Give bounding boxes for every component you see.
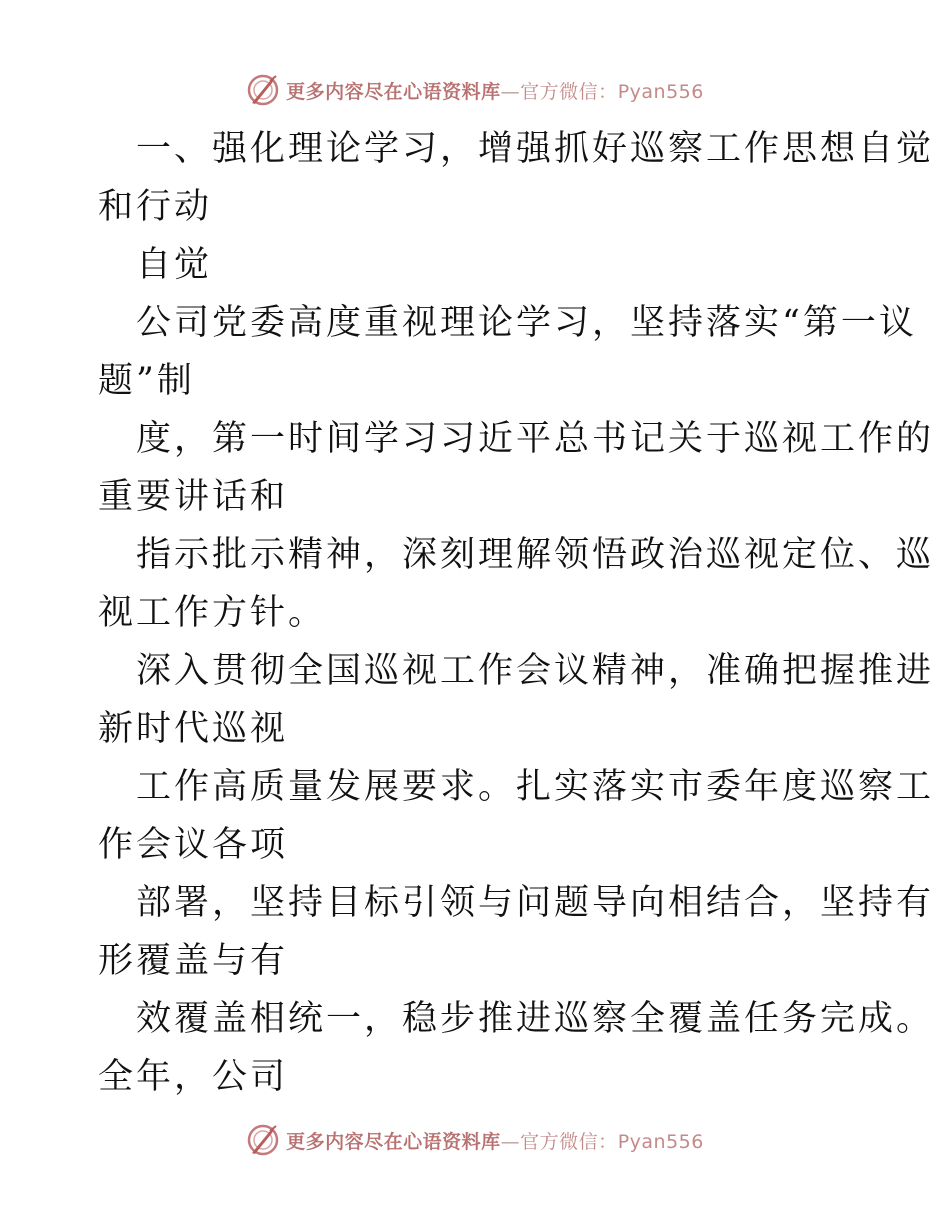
body-text-line: 作会议各项	[98, 825, 289, 865]
banner-wechat-id: Pyan556	[617, 80, 704, 103]
body-text-line: 形覆盖与有	[98, 941, 289, 981]
body-text-line: 自觉	[136, 245, 213, 285]
header-banner	[0, 70, 950, 110]
banner-text	[286, 77, 704, 104]
banner-content	[246, 1123, 704, 1157]
body-text-line: 工作高质量发展要求。扎实落实市委年度巡察工	[136, 767, 935, 807]
banner-wechat-label: 官方微信：	[520, 1130, 618, 1153]
quill-logo-icon	[246, 1123, 280, 1157]
body-text-line: 指示批示精神，深刻理解领悟政治巡视定位、巡	[136, 535, 935, 575]
banner-content	[246, 73, 704, 107]
body-text-line: 视工作方针。	[98, 593, 327, 633]
banner-wechat-label: 官方微信：	[520, 80, 618, 103]
body-text-line: 效覆盖相统一，稳步推进巡察全覆盖任务完成。	[136, 999, 935, 1039]
body-text-line: 部署，坚持目标引领与问题导向相结合，坚持有	[136, 883, 935, 923]
banner-main-text: 更多内容尽在心语资料库	[286, 80, 501, 103]
body-text-line: 深入贯彻全国巡视工作会议精神，准确把握推进	[136, 651, 935, 691]
body-text-line: 重要讲话和	[98, 477, 289, 517]
body-text-line: 一、强化理论学习，增强抓好巡察工作思想自觉	[136, 129, 935, 169]
body-text-line: 公司党委高度重视理论学习，坚持落实“第一议	[136, 303, 917, 343]
body-text-line: 题”制	[98, 361, 195, 401]
footer-banner	[0, 1120, 950, 1160]
banner-separator: —	[500, 80, 521, 103]
body-text-line: 和行动	[98, 187, 213, 227]
body-text-line: 全年，公司	[98, 1057, 289, 1097]
banner-separator: —	[500, 1130, 521, 1153]
quill-logo-icon	[246, 73, 280, 107]
body-text-line: 新时代巡视	[98, 709, 289, 749]
banner-main-text: 更多内容尽在心语资料库	[286, 1130, 501, 1153]
banner-text	[286, 1127, 704, 1154]
document-body	[98, 120, 935, 1106]
banner-wechat-id: Pyan556	[617, 1130, 704, 1153]
body-text-line: 度，第一时间学习习近平总书记关于巡视工作的	[136, 419, 935, 459]
